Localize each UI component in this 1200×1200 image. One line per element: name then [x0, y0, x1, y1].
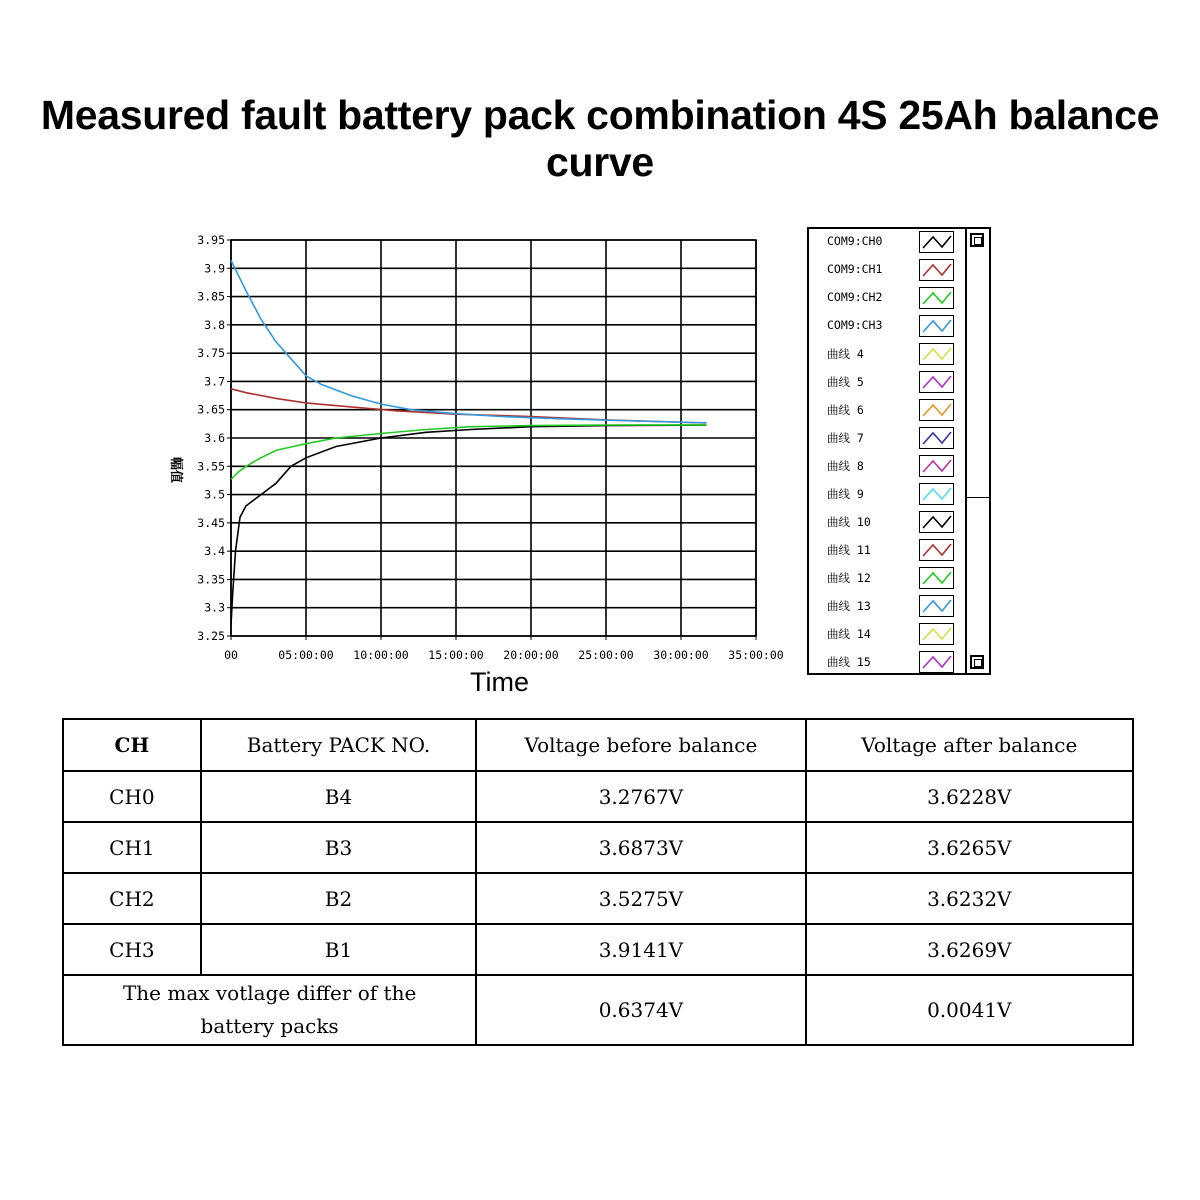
table-row [63, 822, 1133, 873]
legend-item[interactable] [809, 341, 969, 369]
legend-item[interactable] [809, 453, 969, 481]
cell-before: 3.2767V [476, 771, 805, 822]
table-row [63, 873, 1133, 924]
cell-pack: B3 [201, 822, 476, 873]
table-header-row [63, 719, 1133, 771]
header-pack: Battery PACK NO. [201, 719, 476, 771]
legend-item[interactable] [809, 621, 969, 649]
header-before: Voltage before balance [476, 719, 805, 771]
x-tick-label: 20:00:00 [503, 648, 559, 662]
cell-before: 3.5275V [476, 873, 805, 924]
legend-label: 曲线 6 [827, 403, 864, 417]
max-diff-after: 0.0041V [806, 975, 1133, 1045]
x-tick-label: 15:00:00 [428, 648, 484, 662]
max-diff-label-line2: battery packs [200, 1014, 339, 1038]
y-tick-label: 3.4 [204, 544, 225, 559]
chart-series [231, 260, 707, 624]
header-ch: CH [63, 719, 201, 771]
chart-grid [231, 240, 756, 636]
legend-swatch-icon [919, 483, 954, 505]
legend-label: 曲线 4 [827, 347, 864, 361]
legend-label: COM9:CH0 [827, 234, 883, 248]
legend-swatch-icon [919, 259, 954, 281]
legend-label: 曲线 7 [827, 431, 864, 445]
y-axis-label: 幅值 [168, 457, 183, 484]
cell-after: 3.6269V [806, 924, 1133, 975]
legend-swatch-icon [919, 427, 954, 449]
legend-label: 曲线 5 [827, 375, 864, 389]
cell-ch: CH3 [63, 924, 201, 975]
cell-pack: B2 [201, 873, 476, 924]
legend-swatch-icon [919, 567, 954, 589]
page-title: Measured fault battery pack combination 4S 25Ah balance curve [40, 92, 1160, 185]
legend-item[interactable] [809, 565, 969, 593]
y-tick-label: 3.75 [197, 346, 225, 361]
y-tick-label: 3.8 [204, 317, 225, 332]
legend-item[interactable] [809, 397, 969, 425]
legend-swatch-icon [919, 595, 954, 617]
x-axis-label: Time [470, 667, 529, 697]
legend-swatch-icon [919, 231, 954, 253]
legend-swatch-icon [919, 399, 954, 421]
legend-label: COM9:CH3 [827, 318, 883, 332]
x-tick-label: 10:00:00 [353, 648, 409, 662]
y-tick-label: 3.55 [197, 459, 225, 474]
max-diff-before: 0.6374V [476, 975, 805, 1045]
scroll-thumb[interactable] [967, 497, 989, 498]
y-tick-label: 3.95 [197, 233, 225, 247]
legend-swatch-icon [919, 315, 954, 337]
cell-before: 3.9141V [476, 924, 805, 975]
legend-item[interactable] [809, 537, 969, 565]
legend-label: 曲线 11 [827, 543, 871, 557]
legend-swatch-icon [919, 511, 954, 533]
legend-swatch-icon [919, 455, 954, 477]
legend-swatch-icon [919, 343, 954, 365]
legend-label: 曲线 12 [827, 571, 871, 585]
y-tick-label: 3.7 [204, 374, 225, 389]
legend-item[interactable] [809, 285, 969, 313]
table-row [63, 771, 1133, 822]
cell-pack: B4 [201, 771, 476, 822]
series-line-com9-ch2 [231, 425, 707, 479]
legend-swatch-icon [919, 539, 954, 561]
legend-label: COM9:CH1 [827, 262, 883, 276]
legend-item[interactable] [809, 509, 969, 537]
legend-swatch-icon [919, 651, 954, 673]
legend-item[interactable] [809, 257, 969, 285]
cell-ch: CH2 [63, 873, 201, 924]
legend-item[interactable] [809, 649, 969, 677]
legend-swatch-icon [919, 371, 954, 393]
scroll-down-button[interactable] [970, 655, 984, 669]
legend-label: 曲线 15 [827, 655, 871, 669]
legend-label: 曲线 8 [827, 459, 864, 473]
cell-after: 3.6232V [806, 873, 1133, 924]
legend-item[interactable] [809, 425, 969, 453]
header-after: Voltage after balance [806, 719, 1133, 771]
cell-ch: CH0 [63, 771, 201, 822]
cell-after: 3.6228V [806, 771, 1133, 822]
y-tick-label: 3.3 [204, 600, 225, 615]
legend-label: 曲线 9 [827, 487, 864, 501]
legend-item[interactable] [809, 229, 969, 257]
cell-pack: B1 [201, 924, 476, 975]
cell-before: 3.6873V [476, 822, 805, 873]
legend-item[interactable] [809, 369, 969, 397]
legend-swatch-icon [919, 287, 954, 309]
x-tick-label: 30:00:00 [653, 648, 709, 662]
x-tick-label: 35:00:00 [728, 648, 784, 662]
table-footer-row [63, 975, 1133, 1045]
legend-label: 曲线 13 [827, 599, 871, 613]
y-tick-label: 3.25 [197, 629, 225, 643]
cell-ch: CH1 [63, 822, 201, 873]
legend-label: 曲线 10 [827, 515, 871, 529]
y-tick-label: 3.85 [197, 289, 225, 304]
x-tick-label: 25:00:00 [578, 648, 634, 662]
legend-item[interactable] [809, 481, 969, 509]
cell-after: 3.6265V [806, 822, 1133, 873]
legend-item[interactable] [809, 313, 969, 341]
series-line-com9-ch3 [231, 260, 707, 422]
y-tick-label: 3.5 [204, 487, 225, 502]
series-line-com9-ch0 [231, 425, 707, 625]
legend-item[interactable] [809, 593, 969, 621]
legend-label: 曲线 14 [827, 627, 871, 641]
x-tick-label: 00 [224, 648, 238, 662]
legend-scrollbar[interactable] [965, 229, 989, 673]
y-tick-label: 3.9 [204, 261, 225, 276]
y-tick-label: 3.6 [204, 431, 225, 445]
y-tick-label: 3.45 [197, 515, 225, 530]
y-tick-label: 3.65 [197, 402, 225, 417]
table-row [63, 924, 1133, 975]
scroll-up-button[interactable] [970, 233, 984, 247]
max-diff-label [63, 975, 476, 1045]
max-diff-label-line1: The max votlage differ of the [122, 981, 417, 1005]
y-tick-label: 3.35 [197, 572, 225, 587]
legend-panel [807, 227, 991, 675]
legend-label: COM9:CH2 [827, 290, 883, 304]
series-line-com9-ch1 [231, 389, 707, 423]
balance-table [62, 718, 1134, 1046]
x-tick-label: 05:00:00 [278, 648, 334, 662]
legend-swatch-icon [919, 623, 954, 645]
